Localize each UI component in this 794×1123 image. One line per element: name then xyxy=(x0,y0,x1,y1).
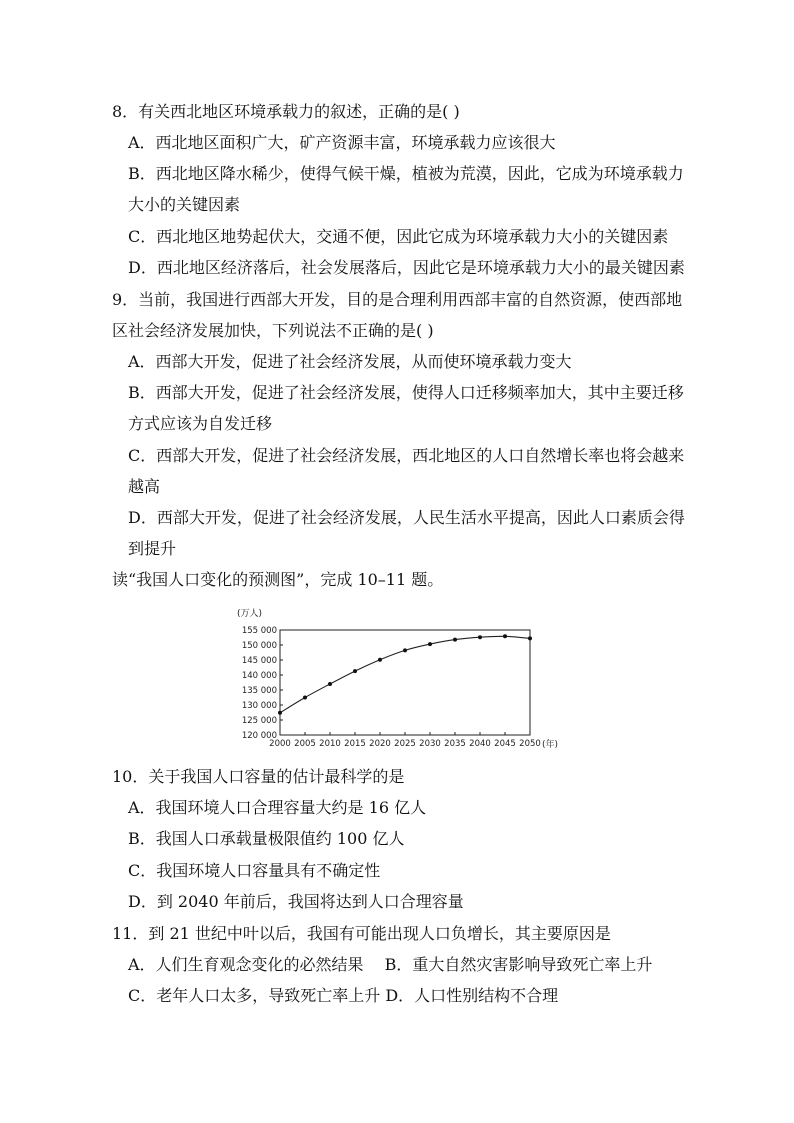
question-10-option-d: D．到 2040 年前后，我国将达到人口合理容量 xyxy=(128,892,464,911)
question-9-option-c-cont: 越高 xyxy=(128,477,161,496)
chart-ylabel: (万人) xyxy=(237,609,263,619)
y-tick-label: 155 000 xyxy=(241,626,277,636)
x-tick-label: 2005 xyxy=(294,739,316,749)
chart-plot-frame xyxy=(280,630,530,735)
question-10-option-a: A．我国环境人口合理容量大约是 16 亿人 xyxy=(128,798,427,817)
question-8-option-a: A．西北地区面积广大，矿产资源丰富，环境承载力应该很大 xyxy=(128,133,556,152)
question-10-option-b: B．我国人口承载量极限值约 100 亿人 xyxy=(128,829,405,848)
chart-xlabel: (年) xyxy=(542,740,559,750)
question-8-option-b: B．西北地区降水稀少，使得气候干燥，植被为荒漠，因此，它成为环境承载力 xyxy=(128,164,684,183)
x-tick-label: 2030 xyxy=(419,739,441,749)
data-point xyxy=(528,636,532,640)
x-tick-label: 2020 xyxy=(369,739,391,749)
data-point xyxy=(478,635,482,639)
question-11-stem: 11．到 21 世纪中叶以后，我国有可能出现人口负增长，其主要原因是 xyxy=(112,924,611,943)
data-point xyxy=(403,648,407,652)
question-10-option-c: C．我国环境人口容量具有不确定性 xyxy=(128,861,381,880)
y-tick-label: 140 000 xyxy=(241,671,277,681)
data-point xyxy=(328,682,332,686)
question-9-option-d: D．西部大开发，促进了社会经济发展，人民生活水平提高，因此人口素质会得 xyxy=(128,508,685,527)
question-8-option-c: C．西北地区地势起伏大，交通不便，因此它成为环境承载力大小的关键因素 xyxy=(128,227,669,246)
question-11-options-cd: C．老年人口太多，导致死亡率上升 D．人口性别结构不合理 xyxy=(128,986,559,1005)
data-point xyxy=(428,642,432,646)
data-point xyxy=(353,669,357,673)
chart-axes xyxy=(280,630,530,735)
y-tick-label: 130 000 xyxy=(241,701,277,711)
question-11-options-ab: A．人们生育观念变化的必然结果 B．重大自然灾害影响导致死亡率上升 xyxy=(128,955,653,974)
data-point xyxy=(278,711,282,715)
question-9-option-b-cont: 方式应该为自发迁移 xyxy=(128,414,273,433)
y-tick-label: 125 000 xyxy=(241,716,277,726)
question-9-option-d-cont: 到提升 xyxy=(128,539,177,558)
chart-points xyxy=(278,634,532,715)
data-point xyxy=(453,638,457,642)
data-point xyxy=(503,634,507,638)
question-9-option-b: B．西部大开发，促进了社会经济发展，使得人口迁移频率加大，其中主要迁移 xyxy=(128,383,684,402)
y-tick-label: 150 000 xyxy=(241,641,277,651)
x-tick-label: 2025 xyxy=(394,739,416,749)
x-tick-label: 2000 xyxy=(269,739,291,749)
question-8-stem: 8．有关西北地区环境承载力的叙述，正确的是( ) xyxy=(112,102,460,121)
population-forecast-chart xyxy=(230,600,560,760)
y-tick-label: 135 000 xyxy=(241,686,277,696)
chart-intro: 读“我国人口变化的预测图”，完成 10–11 题。 xyxy=(112,570,444,589)
question-8-option-d: D．西北地区经济落后，社会发展落后，因此它是环境承载力大小的最关键因素 xyxy=(128,258,685,277)
chart-series-line xyxy=(280,636,530,713)
x-tick-label: 2015 xyxy=(344,739,366,749)
x-tick-label: 2040 xyxy=(469,739,491,749)
chart-y-ticks xyxy=(242,626,283,741)
question-9-option-a: A．西部大开发，促进了社会经济发展，从而使环境承载力变大 xyxy=(128,352,572,371)
data-point xyxy=(378,658,382,662)
chart-svg xyxy=(230,600,560,760)
y-tick-label: 120 000 xyxy=(241,731,277,741)
question-8-option-b-cont: 大小的关键因素 xyxy=(128,195,241,214)
question-9-stem-cont: 区社会经济发展加快，下列说法不正确的是( ) xyxy=(112,321,434,340)
data-point xyxy=(303,696,307,700)
question-9-stem: 9．当前，我国进行西部大开发，目的是合理利用西部丰富的自然资源，使西部地 xyxy=(112,290,683,309)
x-tick-label: 2050 xyxy=(519,739,541,749)
x-tick-label: 2010 xyxy=(319,739,341,749)
question-10-stem: 10．关于我国人口容量的估计最科学的是 xyxy=(112,767,405,786)
y-tick-label: 145 000 xyxy=(241,656,277,666)
x-tick-label: 2045 xyxy=(494,739,516,749)
x-tick-label: 2035 xyxy=(444,739,466,749)
question-9-option-c: C．西部大开发，促进了社会经济发展，西北地区的人口自然增长率也将会越来 xyxy=(128,446,685,465)
